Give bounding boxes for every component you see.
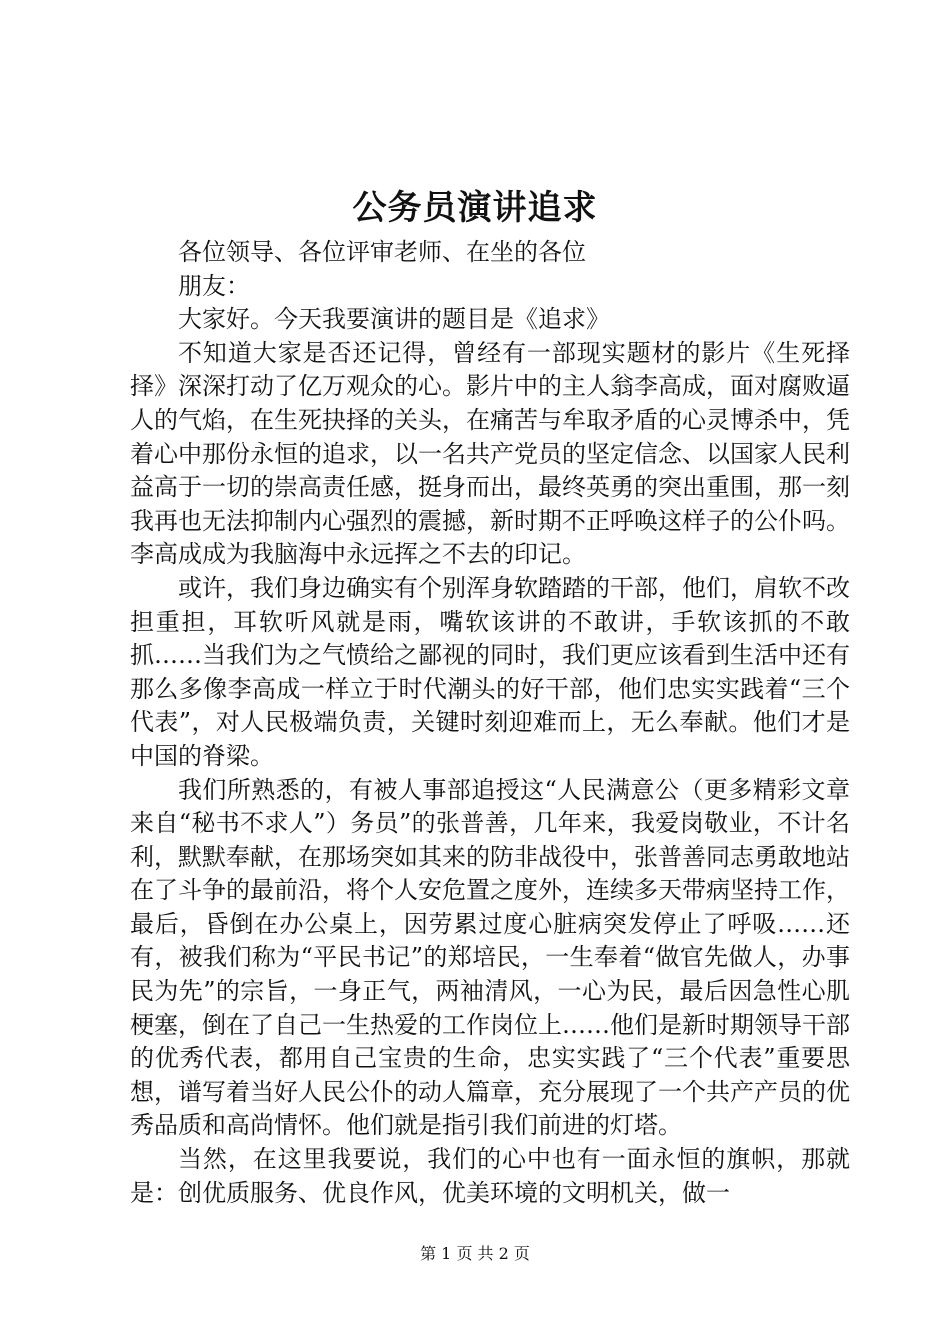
body-paragraph: 不知道大家是否还记得，曾经有一部现实题材的影片《生死择择》深深打动了亿万观众的心。影片中的主人翁李高成，面对腐败逼人的气焰，在生死抉择的关头，在痛苦与牟取矛盾的心灵博杀中，凭着心中那份永恒的追求，以一名共产党员的坚定信念、以国家人民利益高于一切的崇高责任感，挺身而出，最终英勇的突出重围，那一刻我再也无法抑制内心强烈的震撼，新时期不正呼唤这样子的公仆吗。李高成成为我脑海中永远挥之不去的印记。: [130, 338, 850, 569]
body-paragraph: 大家好。今天我要演讲的题目是《追求》: [178, 305, 610, 334]
body-paragraph: 或许，我们身边确实有个别浑身软踏踏的干部，他们，肩软不改担重担，耳软听风就是雨，嘴软该讲的不敢讲，手软该抓的不敢抓……当我们为之气愤给之鄙视的同时，我们更应该看到生活中还有那么多像李高成一样立于时代潮头的好干部，他们忠实实践着“三个代表”，对人民极端负责，关键时刻迎难而上，无么奉献。他们才是中国的脊梁。: [130, 573, 850, 770]
body-paragraph: 各位领导、各位评审老师、在坐的各位: [178, 238, 586, 266]
body-paragraph: 朋友：: [178, 271, 250, 300]
page-number-footer: 第 1 页 共 2 页: [420, 1244, 530, 1263]
document-body: [130, 236, 850, 1210]
body-paragraph: 当然，在这里我要说，我们的心中也有一面永恒的旗帜，那就是：创优质服务、优良作风，优美环境的文明机关，做一: [130, 1145, 850, 1207]
body-paragraph: 我们所熟悉的，有被人事部追授这“人民满意公（更多精彩文章来自“秘书不求人”）务员”的张普善，几年来，我爱岗敬业，不计名利，默默奉献，在那场突如其来的防非战役中，张普善同志勇敢地站在了斗争的最前沿，将个人安危置之度外，连续多天带病坚持工作，最后，昏倒在办公桌上，因劳累过度心脏病突发停止了呼吸……还有，被我们称为“平民书记”的郑培民，一生奉着“做官先做人，办事民为先”的宗旨，一身正气，两袖清风，一心为民，最后因急性心肌梗塞，倒在了自己一生热爱的工作岗位上……他们是新时期领导干部的优秀代表，都用自己宝贵的生命，忠实实践了“三个代表”重要思想，谱写着当好人民公仆的动人篇章，充分展现了一个共产产员的优秀品质和高尚情怀。他们就是指引我们前进的灯塔。: [130, 775, 850, 1140]
document-title: 公务员演讲追求: [352, 188, 598, 228]
